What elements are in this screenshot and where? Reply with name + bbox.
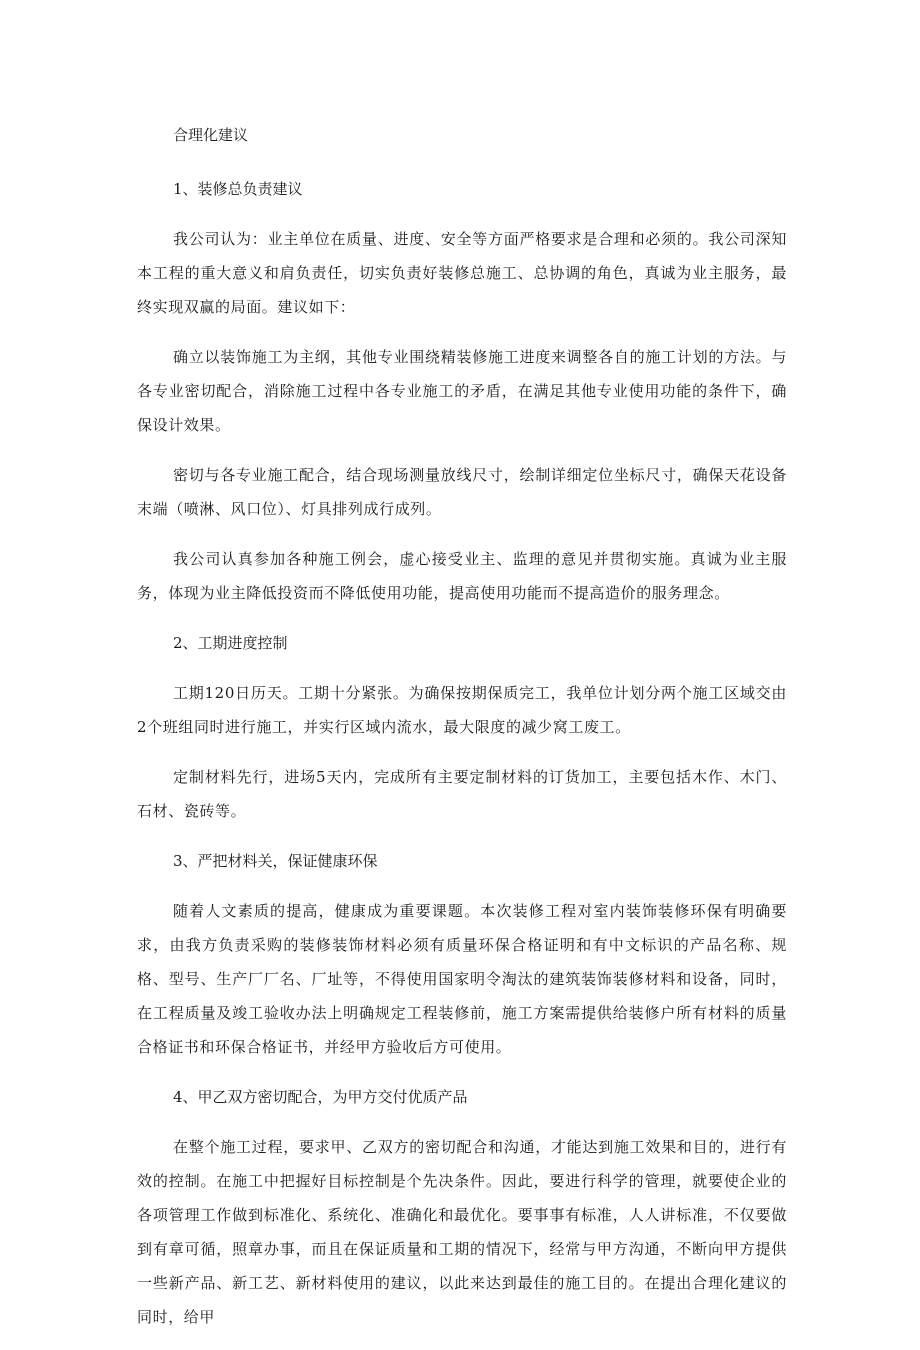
paragraph: 随着人文素质的提高，健康成为重要课题。本次装修工程对室内装饰装修环保有明确要求，由我方负责采购的装修装饰材料必须有质量环保合格证明和有中文标识的产品名称、规格、型号、生产厂厂名、厂址等，不得使用国家明令淘汰的建筑装饰装修材料和设备，同时，在工程质量及竣工验收办法上明确规定工程装修前，施工方案需提供给装修户所有材料的质量合格证书和环保合格证书，并经甲方验收后方可使用。 (137, 902, 787, 1056)
section-heading-4: 4、甲乙双方密切配合，为甲方交付优质产品 (173, 1088, 468, 1106)
section-heading-1: 1、装修总负责建议 (173, 180, 303, 198)
document-title: 合理化建议 (173, 126, 249, 144)
paragraph: 密切与各专业施工配合，结合现场测量放线尺寸，绘制详细定位坐标尺寸，确保天花设备末端（喷淋、风口位）、灯具排列成行成列。 (137, 466, 787, 518)
document-body (137, 118, 787, 1350)
paragraph: 我公司认为：业主单位在质量、进度、安全等方面严格要求是合理和必须的。我公司深知本工程的重大意义和肩负责任，切实负责好装修总施工、总协调的角色，真诚为业主服务，最终实现双赢的局面。建议如下： (137, 230, 787, 316)
section-heading-3: 3、严把材料关，保证健康环保 (173, 852, 378, 870)
paragraph: 确立以装饰施工为主纲，其他专业围绕精装修施工进度来调整各自的施工计划的方法。与各专业密切配合，消除施工过程中各专业施工的矛盾，在满足其他专业使用功能的条件下，确保设计效果。 (137, 348, 787, 434)
paragraph: 工期120日历天。工期十分紧张。为确保按期保质完工，我单位计划分两个施工区域交由2个班组同时进行施工，并实行区域内流水，最大限度的减少窝工废工。 (137, 684, 787, 736)
paragraph: 我公司认真参加各种施工例会，虚心接受业主、监理的意见并贯彻实施。真诚为业主服务，体现为业主降低投资而不降低使用功能，提高使用功能而不提高造价的服务理念。 (137, 550, 787, 602)
section-heading-2: 2、工期进度控制 (173, 634, 288, 652)
paragraph: 定制材料先行，进场5天内，完成所有主要定制材料的订货加工，主要包括木作、木门、石材、瓷砖等。 (137, 768, 787, 820)
paragraph: 在整个施工过程，要求甲、乙双方的密切配合和沟通，才能达到施工效果和目的，进行有效的控制。在施工中把握好目标控制是个先决条件。因此，要进行科学的管理，就要使企业的各项管理工作做到标准化、系统化、准确化和最优化。要事事有标准，人人讲标准，不仅要做到有章可循，照章办事，而且在保证质量和工期的情况下，经常与甲方沟通，不断向甲方提供一些新产品、新工艺、新材料使用的建议，以此来达到最佳的施工目的。在提出合理化建议的同时，给甲 (137, 1138, 787, 1326)
